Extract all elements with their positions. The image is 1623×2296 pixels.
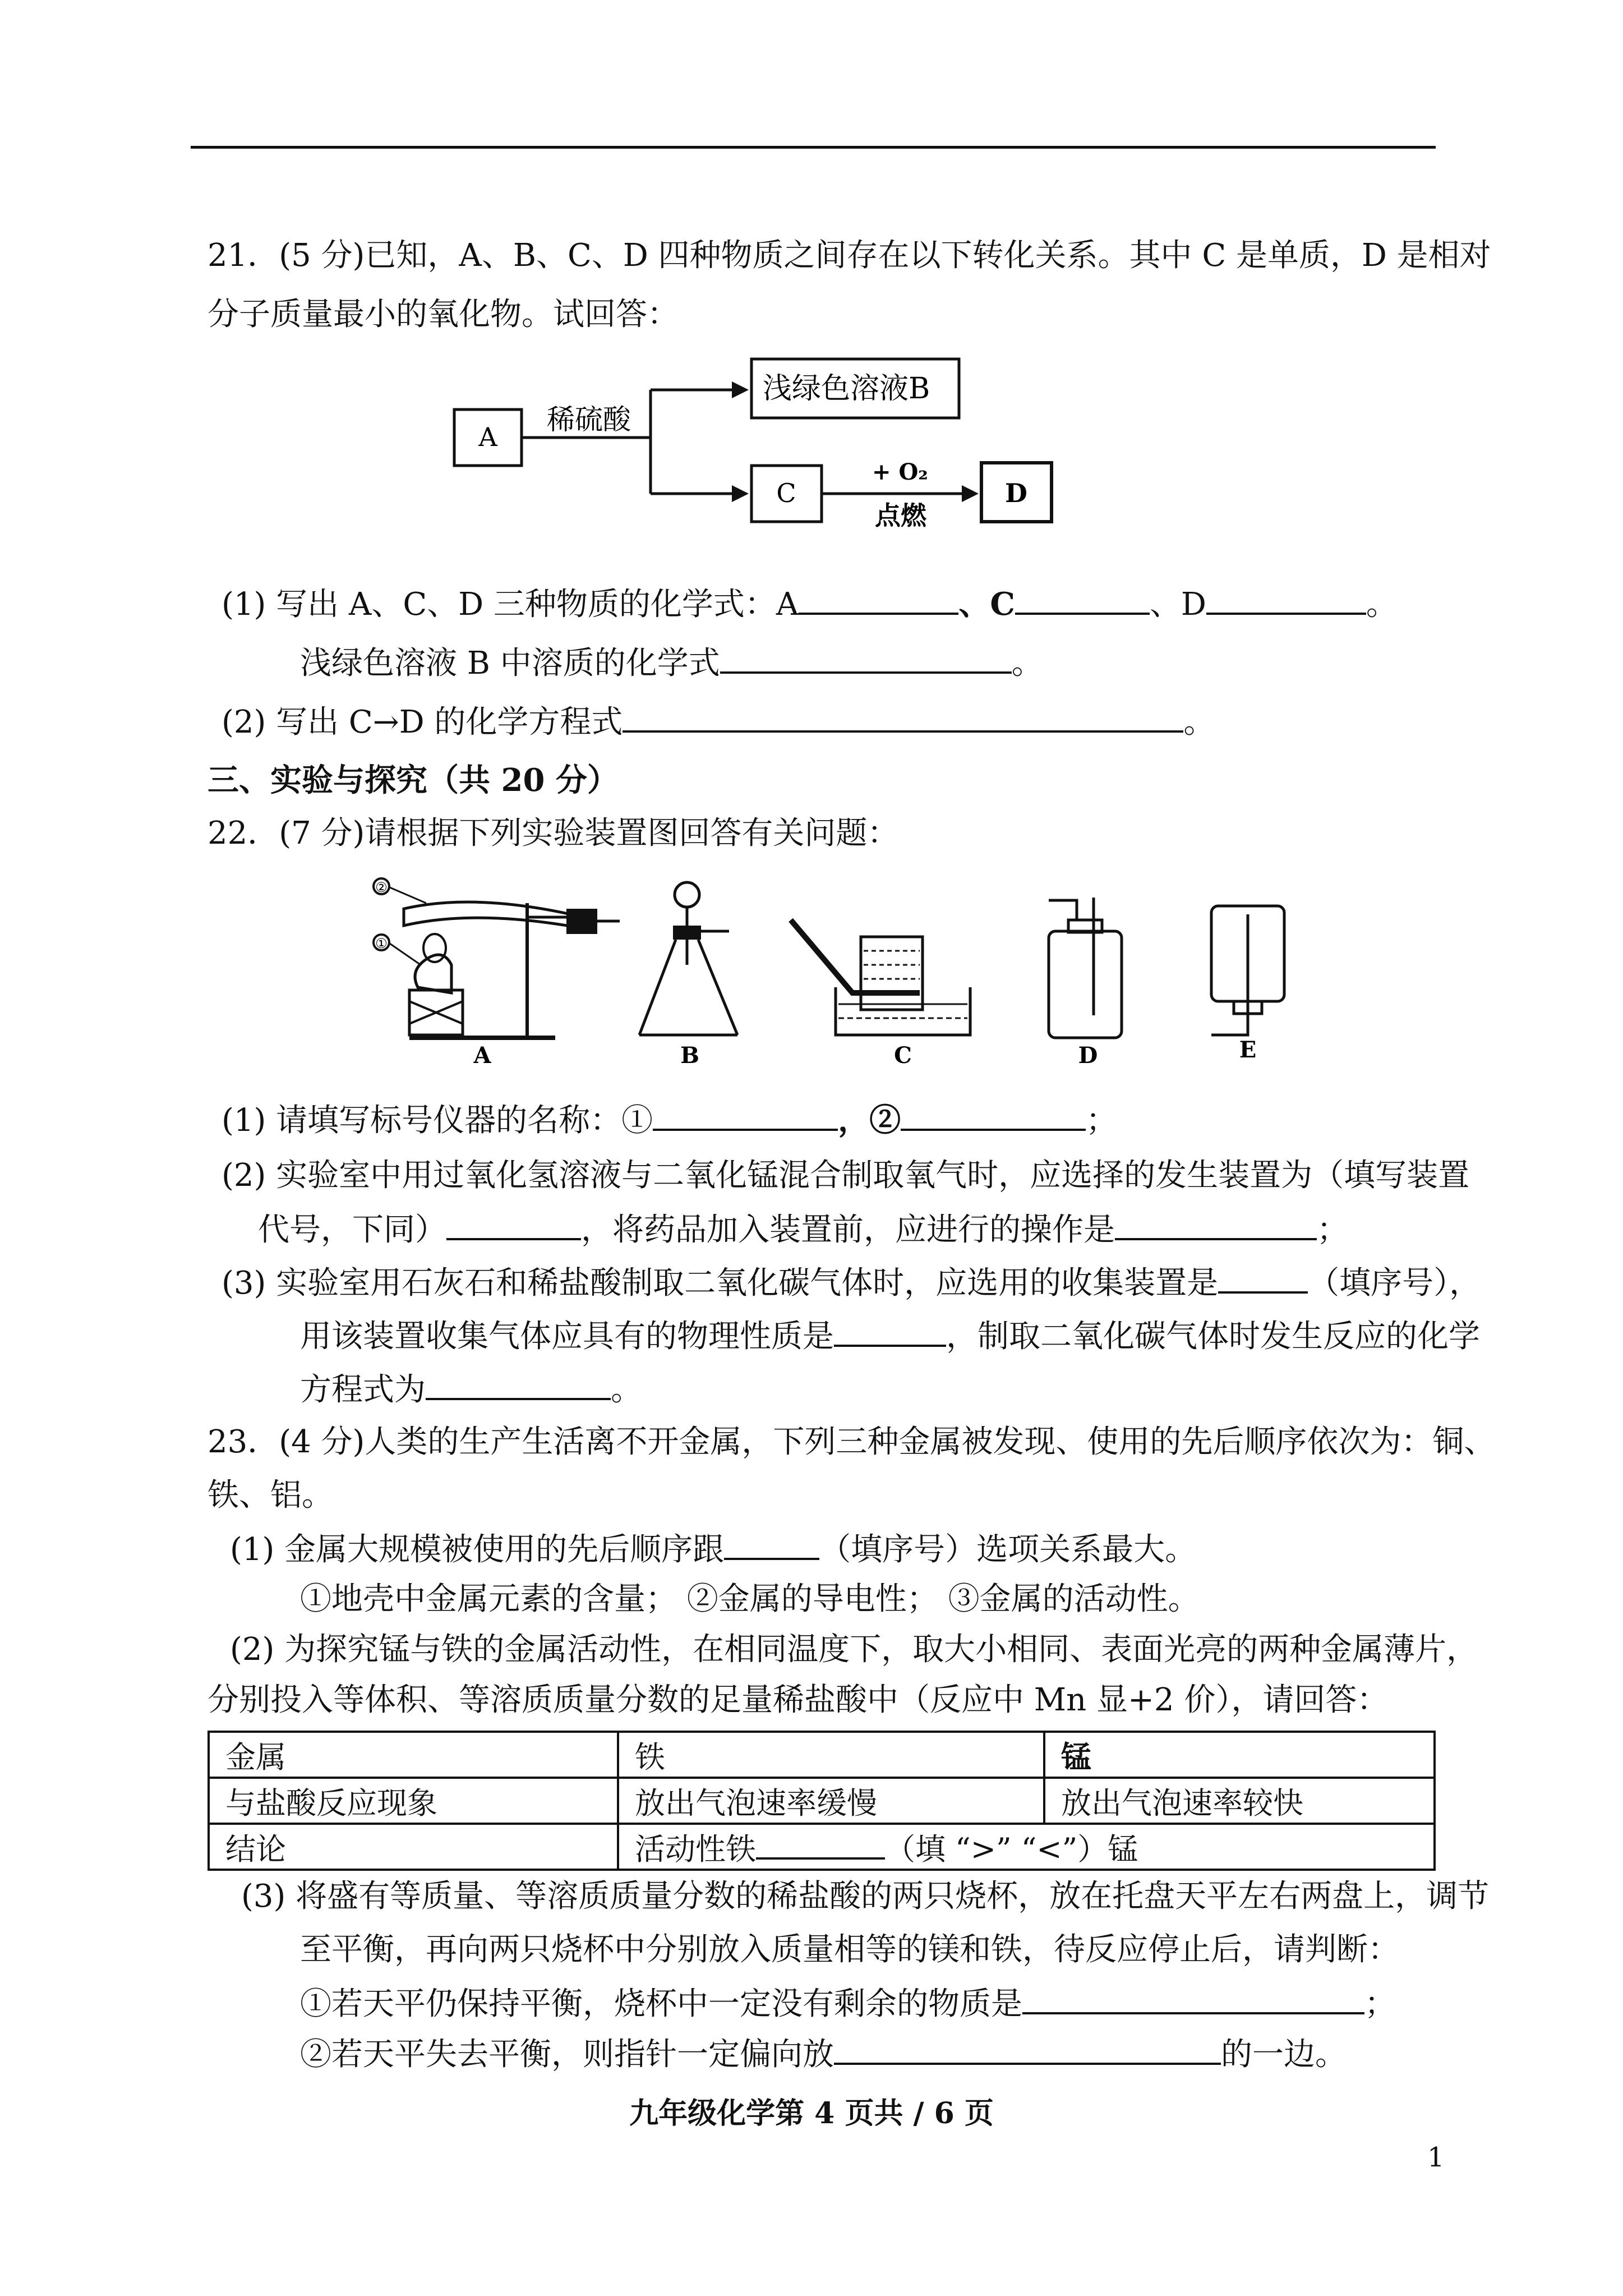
q22-p2-text-d: ； — [1317, 1212, 1348, 1248]
metal-comparison-table — [208, 1731, 1436, 1871]
q21-p1-end: 。 — [1366, 586, 1398, 623]
q22-part3-line3 — [300, 1369, 642, 1410]
answer-blank-b-solute[interactable] — [720, 642, 1012, 674]
q23-p3-text-c-end: ； — [1364, 1986, 1396, 2022]
q22-part3-line1 — [222, 1262, 1481, 1304]
answer-blank-c-to-d-equation[interactable] — [623, 701, 1183, 733]
q22-part2-line2 — [258, 1209, 1348, 1250]
q22-p3-text-d: ，制取二氧化碳气体时发生反应的化学 — [946, 1318, 1480, 1355]
table-row — [209, 1824, 1435, 1870]
q23-part2-line1: (2) 为探究锰与铁的金属活动性，在相同温度下，取大小相同、表面光亮的两种金属薄片， — [230, 1631, 1478, 1668]
q21-p2-text: (2) 写出 C→D 的化学方程式 — [222, 704, 623, 740]
q23-p3-text-d: ②若天平失去平衡，则指针一定偏向放 — [300, 2036, 834, 2073]
q23-part3-line2: 至平衡，再向两只烧杯中分别放入质量相等的镁和铁，待反应停止后，请判断： — [300, 1931, 1399, 1968]
q22-p2-text-b: 代号，下同） — [258, 1212, 446, 1248]
page-footer: 九年级化学第 4 页共 / 6 页 — [629, 2096, 994, 2131]
answer-blank-collector[interactable] — [1218, 1262, 1308, 1294]
apparatus-label-e: E — [1239, 1037, 1257, 1063]
apparatus-d — [1049, 898, 1122, 1066]
box-a-label: A — [478, 422, 497, 452]
answer-blank-operation[interactable] — [1115, 1209, 1317, 1240]
box-c-label: C — [776, 478, 796, 508]
marker-2: ② — [375, 880, 388, 895]
q21-p1b-end: 。 — [1011, 645, 1043, 682]
header-rule — [191, 146, 1436, 149]
q21-part1 — [222, 583, 1398, 625]
q22-p3-text-b: （填序号）， — [1308, 1265, 1481, 1301]
q22-p1-text-b: ，② — [838, 1102, 901, 1139]
answer-blank-generator[interactable] — [446, 1209, 581, 1240]
reagent-label: 稀硫酸 — [547, 403, 631, 436]
q23-p1-text-a: (1) 金属大规模被使用的先后顺序跟 — [230, 1531, 725, 1568]
q22-stem: 22．(7 分)请根据下列实验装置图回答有关问题： — [208, 815, 899, 852]
conclusion-text-a: 活动性铁 — [635, 1831, 756, 1867]
apparatus-label-a: A — [473, 1042, 491, 1066]
answer-blank-no-remaining[interactable] — [1022, 1983, 1364, 2014]
apparatus-label-c: C — [894, 1042, 912, 1066]
q21-stem-line2: 分子质量最小的氧化物。试回答： — [208, 296, 679, 333]
q23-part3-line4 — [300, 2033, 1347, 2075]
q22-p3-text-c: 用该装置收集气体应具有的物理性质是 — [300, 1318, 834, 1355]
q23-stem-line2: 铁、铝。 — [208, 1477, 333, 1513]
q23-part1 — [230, 1529, 1196, 1570]
table-cell: 铁 — [618, 1732, 1044, 1778]
conclusion-text-b: （填 “>” “<”）锰 — [885, 1831, 1138, 1867]
q21-p1-prefix: (1) 写出 A、C、D 三种物质的化学式：A — [222, 586, 799, 623]
table-cell: 放出气泡速率较快 — [1044, 1778, 1435, 1824]
answer-blank-instrument-2[interactable] — [901, 1099, 1086, 1131]
apparatus-label-b: B — [680, 1042, 699, 1066]
q22-p1-text-c: ； — [1086, 1102, 1118, 1139]
answer-blank-order-option[interactable] — [724, 1529, 819, 1560]
q23-p3-text-c: ①若天平仍保持平衡，烧杯中一定没有剩余的物质是 — [300, 1986, 1022, 2022]
answer-blank-c[interactable] — [1015, 583, 1150, 615]
section-3-heading: 三、实验与探究（共 20 分） — [208, 762, 619, 799]
table-cell: 放出气泡速率缓慢 — [618, 1778, 1044, 1824]
page-number: 1 — [1427, 2142, 1445, 2173]
q21-transformation-diagram — [437, 337, 1099, 539]
q21-p1b-text: 浅绿色溶液 B 中溶质的化学式 — [300, 645, 720, 682]
table-cell: 结论 — [209, 1824, 618, 1870]
apparatus-label-d: D — [1078, 1042, 1098, 1066]
q22-p1-text-a: (1) 请填写标号仪器的名称：① — [222, 1102, 653, 1139]
q23-part1-options: ①地壳中金属元素的含量； ②金属的导电性； ③金属的活动性。 — [300, 1581, 1200, 1617]
answer-blank-co2-equation[interactable] — [426, 1369, 611, 1400]
q21-part2 — [222, 701, 1215, 743]
box-b-label: 浅绿色溶液B — [763, 372, 930, 406]
q22-apparatus-figure — [365, 875, 1318, 1066]
q22-p3-text-f: 。 — [611, 1372, 642, 1408]
condition-label: 点燃 — [875, 500, 926, 531]
answer-blank-a[interactable] — [799, 583, 958, 615]
answer-blank-physical-property[interactable] — [834, 1315, 946, 1347]
q22-p2-text-c: ，将药品加入装置前，应进行的操作是 — [581, 1212, 1115, 1248]
marker-1: ① — [375, 936, 388, 951]
table-cell: 锰 — [1044, 1732, 1435, 1778]
apparatus-b — [639, 882, 737, 1066]
answer-blank-d[interactable] — [1206, 583, 1366, 615]
answer-blank-comparison[interactable] — [756, 1828, 885, 1860]
q22-p3-text-a: (3) 实验室用石灰石和稀盐酸制取二氧化碳气体时，应选用的收集装置是 — [222, 1265, 1219, 1301]
q21-p1-sep1: 、C — [958, 586, 1015, 623]
table-row — [209, 1778, 1435, 1824]
q22-part3-line2 — [300, 1315, 1480, 1357]
apparatus-e — [1211, 906, 1284, 1063]
q23-part2-line2: 分别投入等体积、等溶质质量分数的足量稀盐酸中（反应中 Mn 显+2 价），请回答： — [208, 1682, 1389, 1718]
q22-p3-text-e: 方程式为 — [300, 1372, 426, 1408]
q23-stem-line1: 23．(4 分)人类的生产生活离不开金属，下列三种金属被发现、使用的先后顺序依次为：铜、 — [208, 1424, 1496, 1460]
table-row — [209, 1732, 1435, 1778]
answer-blank-instrument-1[interactable] — [653, 1099, 838, 1131]
q23-p3-text-d-end: 的一边。 — [1221, 2036, 1347, 2073]
table-conclusion-cell — [618, 1824, 1435, 1870]
q23-p1-text-b: （填序号）选项关系最大。 — [819, 1531, 1197, 1568]
q21-p2-end: 。 — [1183, 704, 1215, 740]
q22-part2-line1: (2) 实验室中用过氧化氢溶液与二氧化锰混合制取氧气时，应选择的发生装置为（填写装置 — [222, 1157, 1470, 1194]
apparatus-c — [791, 920, 970, 1066]
plus-o2-label: + O₂ — [872, 459, 928, 485]
q23-part3-line1: (3) 将盛有等质量、等溶质质量分数的稀盐酸的两只烧杯，放在托盘天平左右两盘上，调节 — [241, 1878, 1490, 1915]
q21-stem-line1: 21．(5 分)已知，A、B、C、D 四种物质之间存在以下转化关系。其中 C 是单质，D 是相对 — [208, 237, 1491, 274]
q23-part3-line3 — [300, 1983, 1396, 2024]
box-d-label: D — [1005, 478, 1027, 508]
table-cell: 金属 — [209, 1732, 618, 1778]
answer-blank-pointer-side[interactable] — [834, 2033, 1221, 2065]
q21-p1-sep2: 、D — [1149, 586, 1206, 623]
table-cell: 与盐酸反应现象 — [209, 1778, 618, 1824]
q21-part1-b — [300, 642, 1043, 684]
q22-part1 — [222, 1099, 1117, 1141]
apparatus-a — [374, 878, 620, 1066]
